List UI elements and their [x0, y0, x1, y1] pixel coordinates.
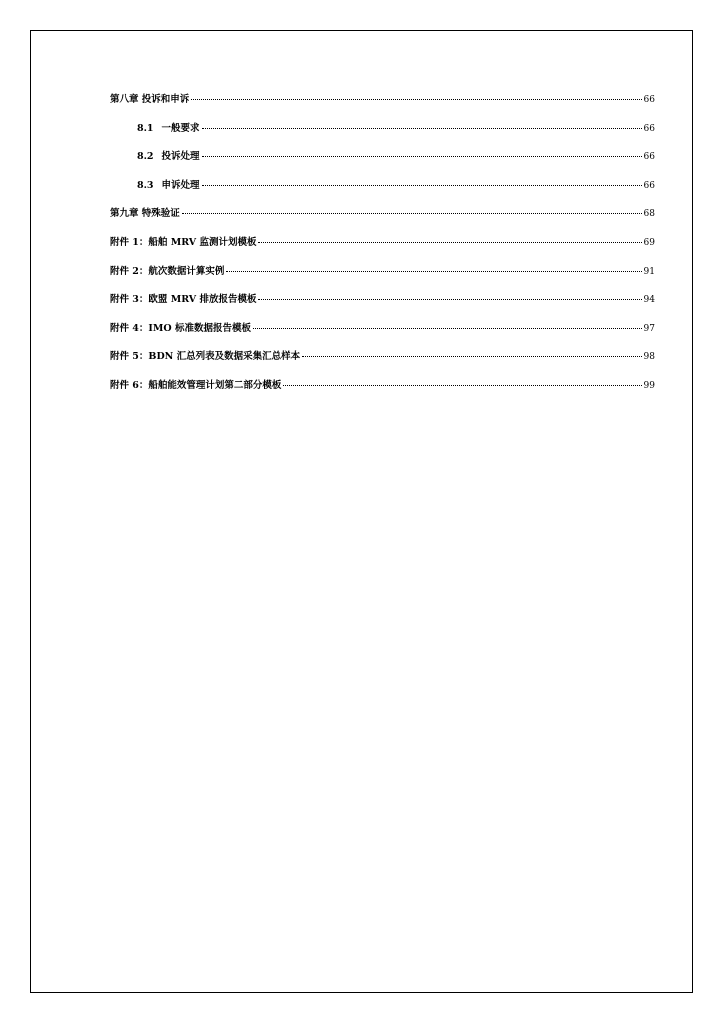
toc-dot-leader — [302, 355, 641, 357]
toc-entry[interactable] — [110, 293, 655, 322]
toc-dot-leader — [202, 127, 642, 129]
toc-entry-title: 第九章 特殊验证 — [110, 208, 180, 220]
toc-entry-number: 8.3 — [137, 179, 154, 191]
toc-entry-title: 附件 3：欧盟 MRV 排放报告模板 — [110, 294, 257, 306]
toc-entry[interactable] — [110, 265, 655, 294]
toc-entry-page: 98 — [643, 352, 655, 363]
toc-entry-title: 附件 4：IMO 标准数据报告模板 — [110, 322, 251, 334]
toc-entry[interactable] — [110, 322, 655, 351]
toc-dot-leader — [202, 155, 642, 157]
toc-entry-page: 66 — [643, 95, 655, 105]
toc-entry-page: 66 — [643, 180, 655, 191]
toc-dot-leader — [253, 327, 642, 329]
toc-entry-number: 8.2 — [137, 151, 154, 163]
toc-entry-page: 68 — [643, 209, 655, 220]
toc-entry-title: 第八章 投诉和申诉 — [110, 94, 190, 105]
toc-entry[interactable] — [110, 207, 655, 236]
toc-entry-page: 66 — [643, 123, 655, 134]
toc-dot-leader — [226, 270, 641, 272]
toc-entry-title: 一般要求 — [161, 122, 200, 134]
toc-entry[interactable] — [110, 236, 655, 265]
toc-dot-leader — [202, 184, 642, 186]
toc-entry-title: 投诉处理 — [161, 151, 200, 163]
toc-entry-page: 94 — [643, 295, 655, 306]
toc-entry-title: 附件 2：航次数据计算实例 — [110, 265, 225, 277]
toc-entry-title: 附件 1：船舶 MRV 监测计划模板 — [110, 236, 257, 248]
toc-entry[interactable] — [110, 93, 655, 122]
toc-dot-leader — [258, 298, 641, 300]
toc-entry-page: 69 — [643, 237, 655, 248]
table-of-contents — [110, 93, 655, 408]
toc-entry[interactable] — [110, 350, 655, 379]
toc-entry-number: 8.1 — [137, 122, 154, 134]
toc-dot-leader — [191, 98, 641, 100]
toc-dot-leader — [182, 212, 642, 214]
toc-entry[interactable] — [110, 379, 655, 408]
toc-entry-title: 申诉处理 — [161, 179, 200, 191]
toc-entry-page: 91 — [643, 266, 655, 277]
toc-entry-title: 附件 6：船舶能效管理计划第二部分模板 — [110, 379, 282, 391]
toc-entry[interactable] — [110, 150, 655, 179]
toc-entry-title: 附件 5：BDN 汇总列表及数据采集汇总样本 — [110, 351, 301, 363]
toc-entry[interactable] — [110, 122, 655, 151]
toc-entry[interactable] — [110, 179, 655, 208]
toc-entry-page: 99 — [643, 380, 655, 391]
toc-dot-leader — [258, 241, 641, 243]
toc-dot-leader — [283, 384, 641, 386]
toc-entry-page: 66 — [643, 152, 655, 163]
toc-entry-page: 97 — [643, 323, 655, 334]
